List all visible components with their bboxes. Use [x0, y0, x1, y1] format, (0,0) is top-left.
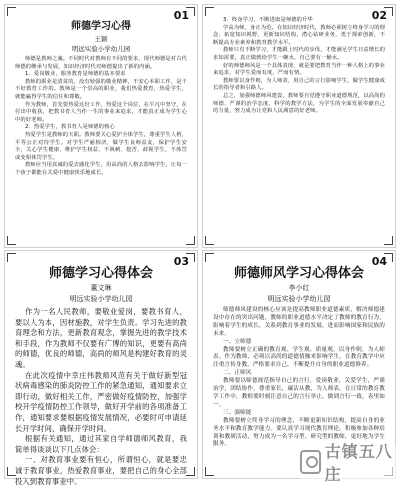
paragraph: 一、对教育事业要有恒心，所谓恒心，就是要忠诚于教育事业，热爱教育事业，要把自己的身心全部投入到教育事业中。 — [15, 455, 187, 486]
crop-mark — [205, 467, 214, 476]
author-name: 李小红 — [288, 284, 310, 292]
paragraph: 教师只有不断学习，才能跟上时代的步伐，才能满足学生日益增长的求知需要，真正做到给学生一碗水，自己要有一桶水。 — [213, 47, 385, 61]
paragraph: 学高为师，身正为范。在知识经济时代，教师必须树立终身学习的理念，拓宽知识视野，更新知识结构，潜心钻研业务，勇于探索创新，不断提高专业素养和教育教学水平。 — [213, 24, 385, 46]
paragraph: 作为教师，首先要热爱这份工作，热爱这个岗位，在平凡中坚守，在付出中收获，把教书育人当作一生的事业来追求，才能真正成为学生心中的好老师。 — [15, 101, 187, 123]
paragraph: 教师应当用真诚的爱去感化学生，用高尚的人格去影响学生，让每一个孩子都能在关爱中健康快乐地成长。 — [15, 162, 187, 176]
paragraph: 在此次疫情中幸庄伟教师风范有关于做好新型冠状病毒感染的肺炎防控工作的紧急通知，通知要求立即行动，做好相关工作，严密做好疫情防控，加强学校开学疫情防控工作领导，做好开学前的各项准备工作，通知要求要根据疫情发展情况，必要时可申请延长开学时间，确保开学时间。 — [15, 370, 187, 433]
page-number: 01 — [173, 9, 189, 22]
paragraph: 一、立师德 — [223, 338, 252, 345]
page-body — [203, 5, 395, 116]
paragraph: 三、强师能 — [223, 409, 252, 416]
paragraph: 师德师风建设的核心应该是提高教师职业道德素质，解决师德建设中存在的突出问题，教师的职业道德水平决定了教师的教育行为，影响着学生的成长，关系到教育事业的发展，进而影响国家和民族的未来。 — [213, 307, 385, 337]
page-title: 师德学习心得体会 — [48, 266, 153, 281]
paragraph: 教师要以师德规范指导自己的言行，爱岗敬业，关爱学生，严谨治学，团结协作，尊重家长，廉洁从教，为人师表。在日常的教育教学工作中，教师要时刻注意自己的言行举止，做到言行一致，表里如一。 — [213, 378, 385, 408]
crop-mark — [186, 236, 195, 245]
watermark-text: 古镇五八庄 — [324, 442, 393, 484]
page-number: 03 — [173, 255, 189, 268]
crop-mark — [7, 253, 16, 262]
page-panel-1 — [4, 4, 198, 248]
paragraph: 好的师德师风是一个具体表现，就是要把教育当作一种人格上的事业来追求，对学生爱而有度，严而有情。 — [213, 62, 385, 77]
page-number: 02 — [371, 9, 387, 22]
page-panel-2 — [202, 4, 396, 248]
page-number: 04 — [371, 255, 387, 268]
school-name: 明远实验小学幼儿园 — [71, 45, 131, 53]
crop-mark — [205, 236, 214, 245]
crop-mark — [384, 236, 393, 245]
crop-mark — [205, 7, 214, 16]
crop-mark — [205, 253, 214, 262]
paragraph: 师德是教师之魂。不同时代对教师有不同的要求，现代师德是对古代师德的继承与发展，知识经济时代对师德提出了新的内涵。 — [15, 56, 187, 70]
paragraph: 1．爱岗敬业，服务教育是师德的基本要求 — [25, 71, 126, 78]
paragraph: 3．终身学习，不断进取是师德的升华 — [223, 17, 313, 23]
crop-mark — [7, 467, 16, 476]
paragraph: 二、正师风 — [223, 370, 252, 377]
crop-mark — [186, 467, 195, 476]
crop-mark — [7, 236, 16, 245]
paragraph: 热爱学生是教师的天职。教师要关心爱护全体学生，尊重学生人格，平等公正对待学生。对学生严慈相济，做学生良师益友，保护学生安全，关心学生健康，维护学生权益，不讽刺、挖苦、歧视学生，不体罚或变相体罚学生。 — [15, 131, 187, 161]
page-body — [5, 56, 197, 178]
paragraph: 2．热爱学生，教书育人是师德的核心 — [25, 124, 115, 131]
author-name: 王颖 — [94, 35, 108, 43]
paragraph: 教师的职业是清贫的，没有较强的敬业精神，不安心本职工作，是干不好教育工作的。教师是一个崇高的职业，我们热爱教育，热爱学生，就能赢得学生的信任和尊敬。 — [15, 78, 187, 100]
brand-logo-icon — [300, 450, 321, 474]
paragraph: 教师要以身作则，为人师表，用自己的言行影响学生，做学生健康成长的指导者和引路人。 — [213, 77, 385, 92]
school-name: 明远实验小学幼儿园 — [267, 295, 331, 303]
paragraph: 总之，加强师德师风建设，教师要自觉遵守职业道德规范，以高尚的师德、严谨的治学态度、科学的教学方法，为学生的全面发展奉献自己的力量，努力成为让党和人民满意的好老师。 — [213, 92, 385, 115]
crop-mark — [7, 7, 16, 16]
page-panel-3 — [4, 250, 198, 486]
page-body — [203, 307, 395, 449]
paragraph: 教师要树立正确的教育观、学生观、质量观，以身作则，为人师表。作为教师，必须以高尚的道德情操来影响学生，在教育教学中应注重言传身教，严格要求自己，不断提升自身的职业道德修养。 — [213, 346, 385, 369]
paragraph: 教师要树立终身学习的理念，不断更新知识结构，提高自身的业务水平和教育教学能力。要认真学习现代教育理论，积极参加各种培训和教研活动，努力成为一名学习型、研究型的教师，更好地为学生服务。 — [213, 417, 385, 448]
page-title: 师德学习心得 — [71, 21, 131, 32]
site-watermark — [300, 442, 396, 484]
paragraph: 根据有关通知，通过其家自学师德师风教育，我简单得谈谈以下几点体会： — [15, 434, 187, 454]
school-name: 明远实验小学幼儿园 — [69, 295, 133, 303]
page-body — [5, 307, 197, 487]
page-title: 师德师风学习心得体会 — [233, 266, 364, 281]
author-name: 董文琳 — [90, 284, 112, 292]
paragraph: 作为一名人民教师，要敬业爱岗，要教书育人，要以人为本，因材施教，对学生负责。学习先进的教育理念和方法，更新教育观念，掌握先进的教学技术和手段，作为教师不仅要有广博的知识，更要有高尚的师德，优良的师德，高尚的师风是构建好教育的灵魂。 — [15, 307, 187, 369]
